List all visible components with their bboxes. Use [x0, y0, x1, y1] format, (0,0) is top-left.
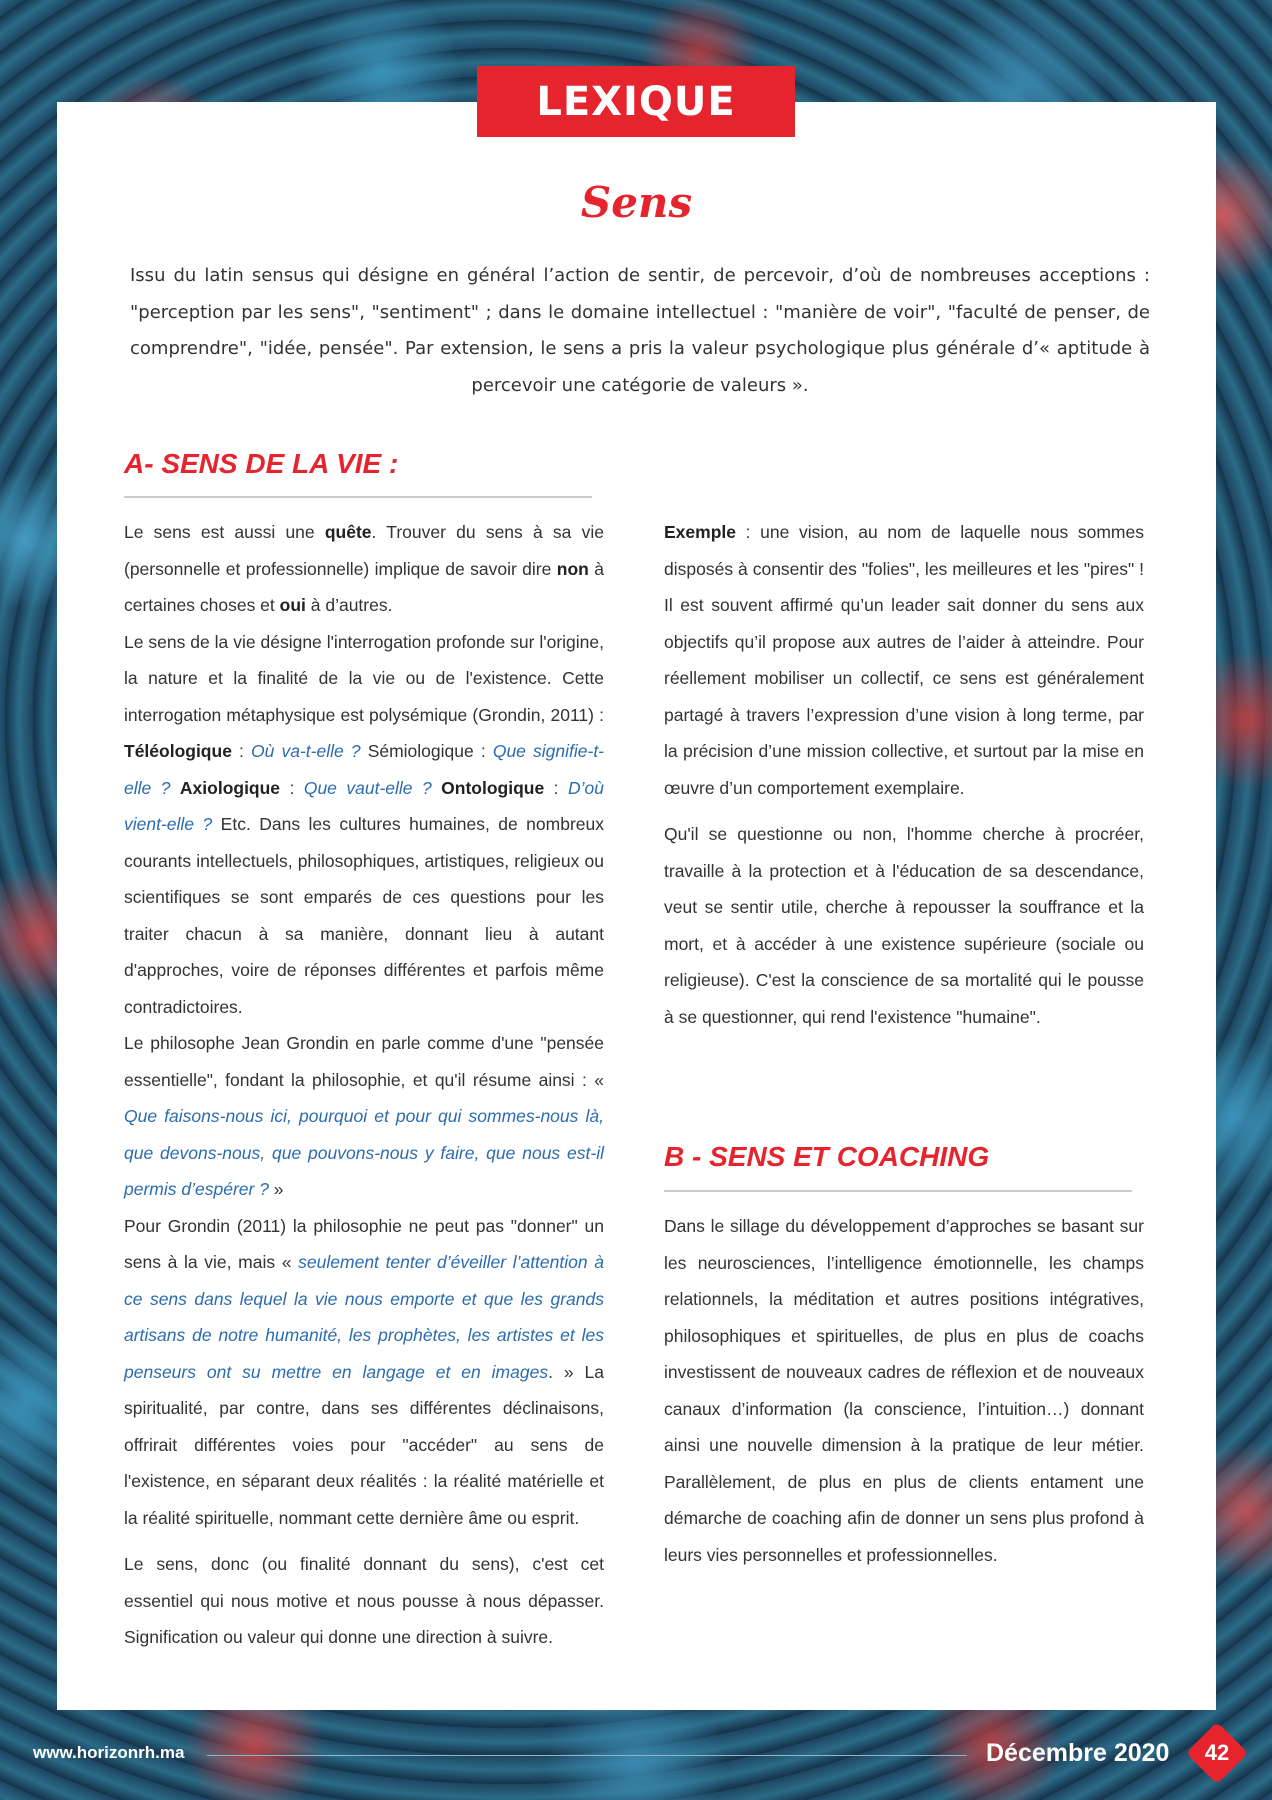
text: Le philosophe Jean Grondin en parle comme d'une "pensée essentielle", fondant la philosophie, et qu'il résume ainsi : « [124, 1033, 604, 1090]
left-column [124, 514, 604, 1656]
text: Le sens de la vie désigne l'interrogation profonde sur l'origine, la nature et la finalité de la vie ou de l'existence. Cette interrogation métaphysique est polysémique (Grondin, 2011) : [124, 631, 604, 725]
text: Pour Grondin (2011) la philosophie ne peut pas "donner" un sens à la vie, mais « [124, 1215, 604, 1272]
question-text: Que vaut-elle ? [303, 777, 432, 798]
bold-text: oui [279, 595, 306, 615]
paragraph-conclusion: Le sens, donc (ou finalité donnant du sens), c'est cet essentiel qui nous motive et nous pousse à nous dépasser. Signification ou valeur qui donne une direction à suivre. [124, 1554, 604, 1647]
text: à d’autres. [305, 595, 393, 615]
question-text: Que signifie-t-elle ? [124, 741, 605, 798]
bold-text: Ontologique [441, 777, 545, 798]
paragraph-coaching: Dans le sillage du développement d’approches se basant sur les neurosciences, l’intelligence émotionnelle, les champs relationnels, la méditation et autres positions intégratives, philosophiques et spirituelles, de plus en plus de coachs investissent de nouveaux cadres de réflexion et de nouveaux canaux d’information (la conscience, l’intuition…) donnant ainsi une nouvelle dimension à la pratique de leur métier. Parallèlement, de plus en plus de clients entament une démarche de coaching afin de donner un sens plus profond à leurs vies personnelles et professionnelles. [664, 1216, 1144, 1565]
paragraph-philosophy [124, 1208, 604, 1537]
text [432, 778, 441, 798]
text: : [280, 777, 304, 798]
text: Sémiologique : [360, 741, 493, 761]
issue-date: Décembre 2020 [986, 1739, 1170, 1767]
paragraph-grondin-quote [124, 1025, 604, 1208]
section-a-heading: A- SENS DE LA VIE : [124, 448, 399, 479]
text: : une vision, au nom de laquelle nous sommes disposés à consentir des "folies", les meilleures et les "pires" ! Il est souvent affirmé qu’un leader sait donner du sens aux objectifs qu’il propose aux autres de l’aider à atteindre. Pour réellement mobiliser un collectif, ce sens est généralement partagé à travers l’expression d’une vision à long terme, par la précision d’une mission collective, et surtout par la mise en œuvre d’un comportement exemplaire. [664, 522, 1144, 798]
text: . » La spiritualité, par contre, dans ses différentes déclinaisons, offrirait différentes voies pour "accéder" au sens de l'existence, en séparant deux réalités : la réalité matérielle et la réalité spirituelle, nommant cette dernière âme ou esprit. [124, 1361, 604, 1528]
quote-text: Que faisons-nous ici, pourquoi et pour qui sommes-nous là, que devons-nous, que pouvons-nous y faire, que nous est-il permis d’espérer ? [124, 1106, 604, 1199]
paragraph-quest [124, 514, 604, 624]
website-link[interactable]: www.horizonrh.ma [33, 1743, 185, 1762]
text: : [544, 777, 568, 798]
section-a-rule [124, 496, 592, 498]
text: . Trouver du sens à sa vie (personnelle et professionnelle) implique de savoir dire [124, 522, 604, 579]
question-text: D’où vient-elle ? [124, 777, 604, 834]
paragraph-human: Qu'il se questionne ou non, l'homme cherche à procréer, travaille à la protection et à l'éducation de sa descendance, veut se sentir utile, cherche à repousser la souffrance et la mort, et à accéder à une existence supérieure (sociale ou religieuse). C'est la conscience de sa mortalité qui le pousse à se questionner, qui rend l'existence "humaine". [664, 824, 1144, 1027]
text: à certaines choses et [124, 558, 604, 615]
text [170, 778, 179, 798]
bold-text: quête [324, 522, 372, 542]
bold-text: Téléologique [124, 741, 232, 761]
page-number: 42 [1204, 1740, 1230, 1765]
footer-divider [207, 1755, 967, 1756]
intro-paragraph: Issu du latin sensus qui désigne en général l’action de sentir, de percevoir, d’où de nombreuses acceptions : "perception par les sens", "sentiment" ; dans le domaine intellectuel : "manière de voir", "faculté de penser, de comprendre", "idée, pensée". Par extension, le sens a pris la valeur psychologique plus générale d’« aptitude à percevoir une catégorie de valeurs ». [130, 265, 1150, 396]
paragraph-example [664, 514, 1144, 806]
bold-text: non [556, 558, 589, 579]
section-tab [477, 66, 795, 137]
bold-text: Exemple [664, 522, 736, 542]
question-text: Où va-t-elle ? [251, 741, 361, 761]
section-tab-label: LEXIQUE [536, 78, 736, 125]
bold-text: Axiologique [179, 777, 281, 798]
right-column [664, 514, 1144, 1035]
text: Le sens est aussi une [124, 522, 325, 542]
text: Etc. Dans les cultures humaines, de nombreux courants intellectuels, philosophiques, artistiques, religieux ou scientifiques se sont emparés de ces questions pour les traiter chacun à sa manière, donnant lieu à autant d'approches, voire de réponses différentes et parfois même contradictoires. [124, 814, 604, 1017]
section-b-heading: B - SENS ET COACHING [664, 1141, 990, 1172]
section-b-rule [664, 1190, 1132, 1192]
section-b-column [664, 1208, 1144, 1573]
paragraph-meaning-of-life [124, 624, 604, 1026]
page-title: Sens [580, 178, 693, 227]
text: : [231, 741, 252, 761]
quote-text: seulement tenter d’éveiller l’attention à ce sens dans lequel la vie nous emporte et que les grands artisans de notre humanité, les prophètes, les artistes et les penseurs ont su mettre en langage et en images [124, 1252, 604, 1382]
text: » [268, 1179, 284, 1199]
